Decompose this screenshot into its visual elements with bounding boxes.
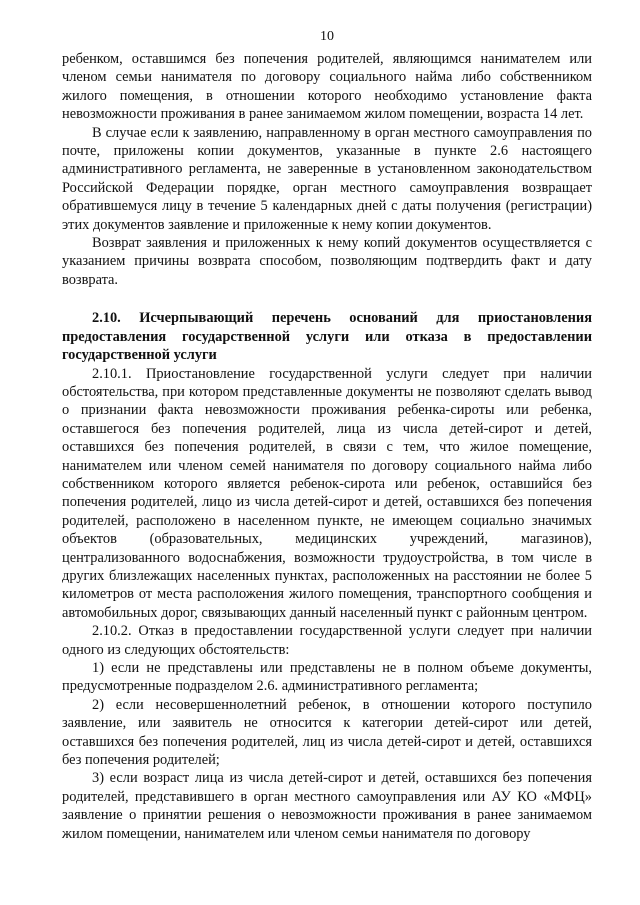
paragraph-2-10-1: 2.10.1. Приостановление государственной услуги следует при наличии обстоятельства, при котором представленные документы не позволяют сделать вывод о признании факта невозможности проживания ребенка-сироты или ребенка, оставшегося без попечения родителей, лица из числа детей-сирот и детей, оставшихся без попечения родителей, в связи с тем, что жилое помещение, нанимателем или членом семей нанимателя по договору социального найма либо собственником которого является ребенок-сирота или ребенок, оставшийся без попечения родителей, лицо из числа детей-сирот и детей, оставшихся без попечения родителей, расположено в населенном пункте, не имеющем социально значимых объектов (образовательных, медицинских учреждений, магазинов), централизованного водоснабжения, возможности трудоустройства, в том числе в других близлежащих населенных пунктах, расположенных на расстоянии не более 5 километров от места расположения жилого помещения, транспортного сообщения и автомобильных дорог, связывающих данный населенный пункт с районным центром. <box>62 365 592 621</box>
paragraph-continuation: ребенком, оставшимся без попечения родителей, являющимся нанимателем или членом семьи нанимателя по договору социального найма либо собственником жилого помещения, в отношении которого необходимо установление факта невозможности проживания в ранее занимаемом жилом помещении, возраста 14 лет. <box>62 51 592 123</box>
paragraph-return-by-mail: В случае если к заявлению, направленному в орган местного самоуправления по почте, приложены копии документов, указанные в пункте 2.6 настоящего административного регламента, не заверенные в установленном законодательством Российской Федерации порядке, орган местного самоуправления возвращает обратившемуся лицу в течение 5 календарных дней с даты получения (регистрации) этих документов заявление и приложенные к нему копии документов. <box>62 124 592 233</box>
page-number: 10 <box>320 29 334 44</box>
section-heading-2-10: 2.10. Исчерпывающий перечень оснований для приостановления предоставления государственной услуги или отказа в предоставлении государственной услуги <box>62 310 592 364</box>
paragraph-return-reason: Возврат заявления и приложенных к нему копий документов осуществляется с указанием причины возврата способом, позволяющим подтвердить факт и дату возврата. <box>62 235 592 288</box>
list-item-2: 2) если несовершеннолетний ребенок, в отношении которого поступило заявление, или заявитель не относится к категории детей-сирот или детей, оставшихся без попечения родителей, лиц из числа детей-сирот и детей, оставшихся без попечения родителей; <box>62 696 592 769</box>
paragraph-2-10-2: 2.10.2. Отказ в предоставлении государственной услуги следует при наличии одного из следующих обстоятельств: <box>62 623 592 658</box>
list-item-3: 3) если возраст лица из числа детей-сирот и детей, оставшихся без попечения родителей, представившего в орган местного самоуправления или АУ КО «МФЦ» заявление о принятии решения о невозможности проживания в ранее занимаемом жилом помещении, нанимателем или членом семьи нанимателя по договору <box>62 770 592 842</box>
list-item-1: 1) если не представлены или представлены не в полном объеме документы, предусмотренные подразделом 2.6. административного регламента; <box>62 660 592 695</box>
